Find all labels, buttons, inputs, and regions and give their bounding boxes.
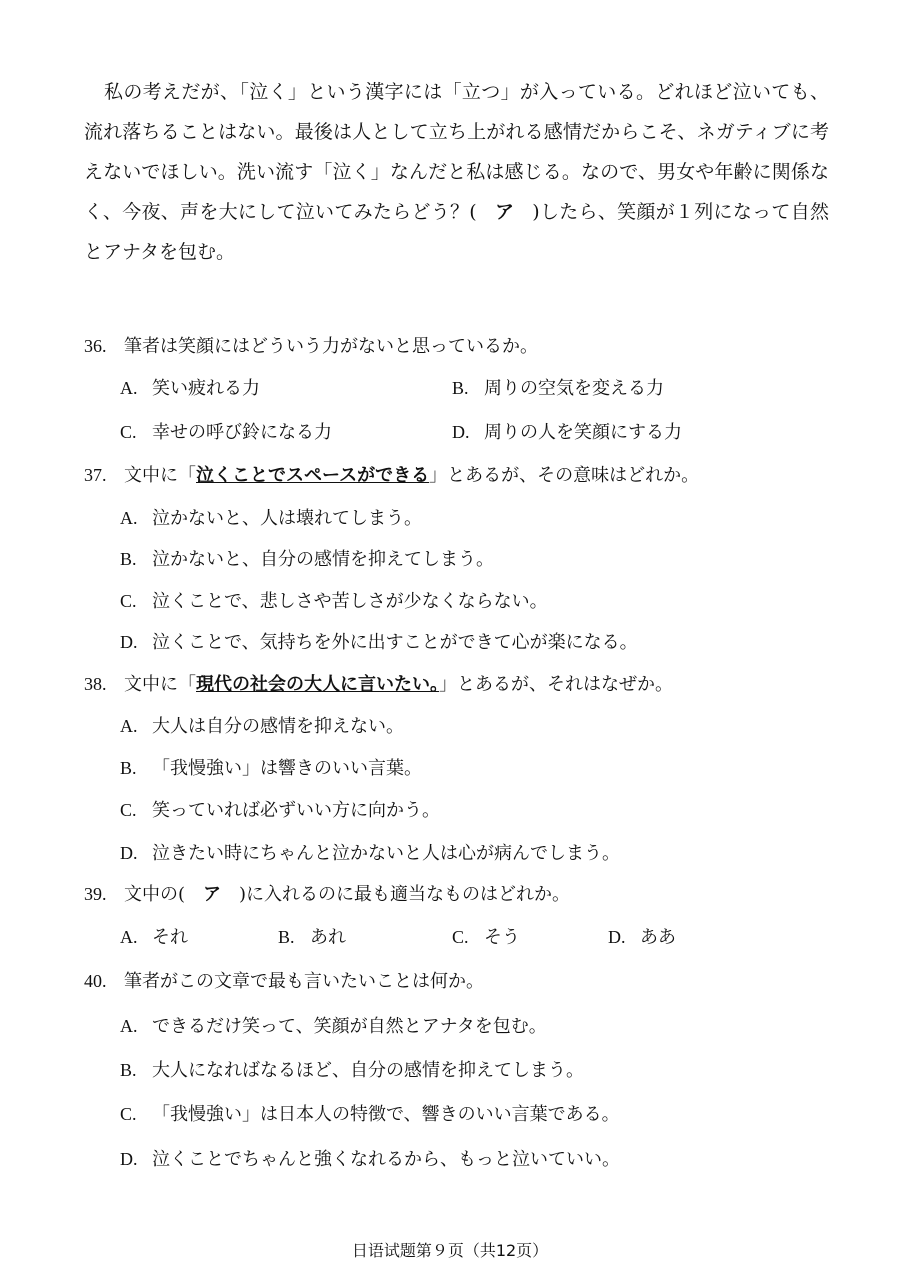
option-text: そう [484, 927, 520, 948]
question-text [124, 884, 570, 905]
question-text-pre: 文中に「 [124, 674, 196, 695]
q36-option-b[interactable] [452, 375, 664, 402]
question-38 [84, 671, 673, 698]
question-text-pre: 文中に「 [124, 465, 196, 486]
question-number: 40. [84, 971, 107, 991]
option-text: 泣かないと、人は壊れてしまう。 [152, 508, 422, 529]
option-text: 笑っていれば必ずいい方に向かう。 [152, 800, 440, 821]
question-text [124, 674, 673, 695]
q38-option-c[interactable] [120, 797, 440, 824]
question-text-post: )に入れるのに最も適当なものはどれか。 [239, 884, 571, 905]
option-label: D. [452, 422, 470, 442]
q36-option-d[interactable] [452, 419, 682, 446]
q38-option-b[interactable] [120, 755, 422, 782]
option-text: 泣かないと、自分の感情を抑えてしまう。 [152, 549, 494, 570]
passage-blank-mark: ア [494, 201, 515, 223]
question-number: 36. [84, 336, 107, 356]
question-text-pre: 文中の( [124, 884, 186, 905]
q39-option-c[interactable] [452, 924, 520, 951]
q37-option-b[interactable] [120, 546, 494, 573]
q39-option-b[interactable] [278, 924, 346, 951]
q39-option-a[interactable] [120, 924, 188, 951]
option-text: 泣くことで、悲しさや苦しさが少なくならない。 [152, 591, 548, 612]
option-label: B. [452, 378, 469, 398]
reading-passage [84, 72, 829, 272]
question-number: 37. [84, 465, 107, 485]
q40-option-a[interactable] [120, 1013, 547, 1040]
option-label: C. [452, 927, 469, 947]
option-label: D. [120, 1149, 138, 1169]
option-text: できるだけ笑って、笑顔が自然とアナタを包む。 [152, 1016, 547, 1037]
option-text: 周りの空気を変える力 [484, 378, 664, 399]
question-39 [84, 881, 570, 908]
option-label: A. [120, 927, 138, 947]
question-37 [84, 462, 699, 489]
option-text: 泣きたい時にちゃんと泣かないと人は心が病んでしまう。 [152, 843, 620, 864]
option-text: 笑い疲れる力 [152, 378, 260, 399]
question-number: 38. [84, 674, 107, 694]
passage-paragraph [84, 72, 829, 272]
q36-option-a[interactable] [120, 375, 260, 402]
option-label: C. [120, 591, 137, 611]
q37-option-d[interactable] [120, 629, 638, 656]
option-text: 大人は自分の感情を抑えない。 [152, 716, 404, 737]
question-text: 筆者は笑顔にはどういう力がないと思っているか。 [124, 336, 538, 357]
q38-option-a[interactable] [120, 713, 404, 740]
option-label: B. [120, 758, 137, 778]
option-label: D. [608, 927, 626, 947]
underlined-quote: 泣くことでスペースができる [196, 465, 430, 486]
question-text [124, 465, 699, 486]
option-label: A. [120, 378, 138, 398]
option-label: D. [120, 843, 138, 863]
option-text: 大人になればなるほど、自分の感情を抑えてしまう。 [152, 1060, 584, 1081]
option-label: C. [120, 422, 137, 442]
option-text: 「我慢強い」は響きのいい言葉。 [152, 758, 422, 779]
question-40 [84, 968, 484, 995]
option-label: A. [120, 508, 138, 528]
option-text: 「我慢強い」は日本人の特徴で、響きのいい言葉である。 [152, 1104, 620, 1125]
question-text: 筆者がこの文章で最も言いたいことは何か。 [124, 971, 484, 992]
q37-option-a[interactable] [120, 505, 422, 532]
q39-option-d[interactable] [608, 924, 676, 951]
passage-text-part1: 私の考えだが、「泣く」という漢字には「立つ」が入っている。どれほど泣いても、流れ落ちることはない。最後は人として立ち上がれる感情だからこそ、ネガティブに考えないでほしい。洗い流す「泣く」なんだと私は感じる。なので、男女や年齢に関係なく、今夜、声を大にして泣いてみたらどう？( [84, 81, 829, 223]
question-blank-mark: ア [203, 884, 222, 905]
q40-option-b[interactable] [120, 1057, 584, 1084]
question-text-post: 」とあるが、それはなぜか。 [439, 674, 673, 695]
question-number: 39. [84, 884, 107, 904]
page-footer: 日语试题第９页（共12页） [351, 1241, 549, 1260]
q38-option-d[interactable] [120, 840, 620, 867]
question-36 [84, 333, 538, 360]
option-label: C. [120, 800, 137, 820]
option-label: B. [120, 1060, 137, 1080]
option-text: 幸せの呼び鈴になる力 [152, 422, 332, 443]
option-label: D. [120, 632, 138, 652]
question-text-post: 」とあるが、その意味はどれか。 [429, 465, 700, 486]
q40-option-d[interactable] [120, 1146, 620, 1173]
option-text: 泣くことでちゃんと強くなれるから、もっと泣いていい。 [152, 1149, 620, 1170]
option-label: B. [120, 549, 137, 569]
q36-option-c[interactable] [120, 419, 332, 446]
passage-text-part2: )したら、笑顔が１列になって自然とアナタを包む。 [84, 201, 829, 263]
option-text: 泣くことで、気持ちを外に出すことができて心が楽になる。 [152, 632, 638, 653]
option-text: あれ [310, 927, 346, 948]
option-label: B. [278, 927, 295, 947]
underlined-quote: 現代の社会の大人に言いたい。 [196, 674, 439, 695]
option-label: A. [120, 716, 138, 736]
q37-option-c[interactable] [120, 588, 548, 615]
option-text: それ [152, 927, 188, 948]
option-text: ああ [640, 927, 676, 948]
q40-option-c[interactable] [120, 1101, 620, 1128]
option-label: A. [120, 1016, 138, 1036]
option-label: C. [120, 1104, 137, 1124]
option-text: 周りの人を笑顔にする力 [484, 422, 682, 443]
